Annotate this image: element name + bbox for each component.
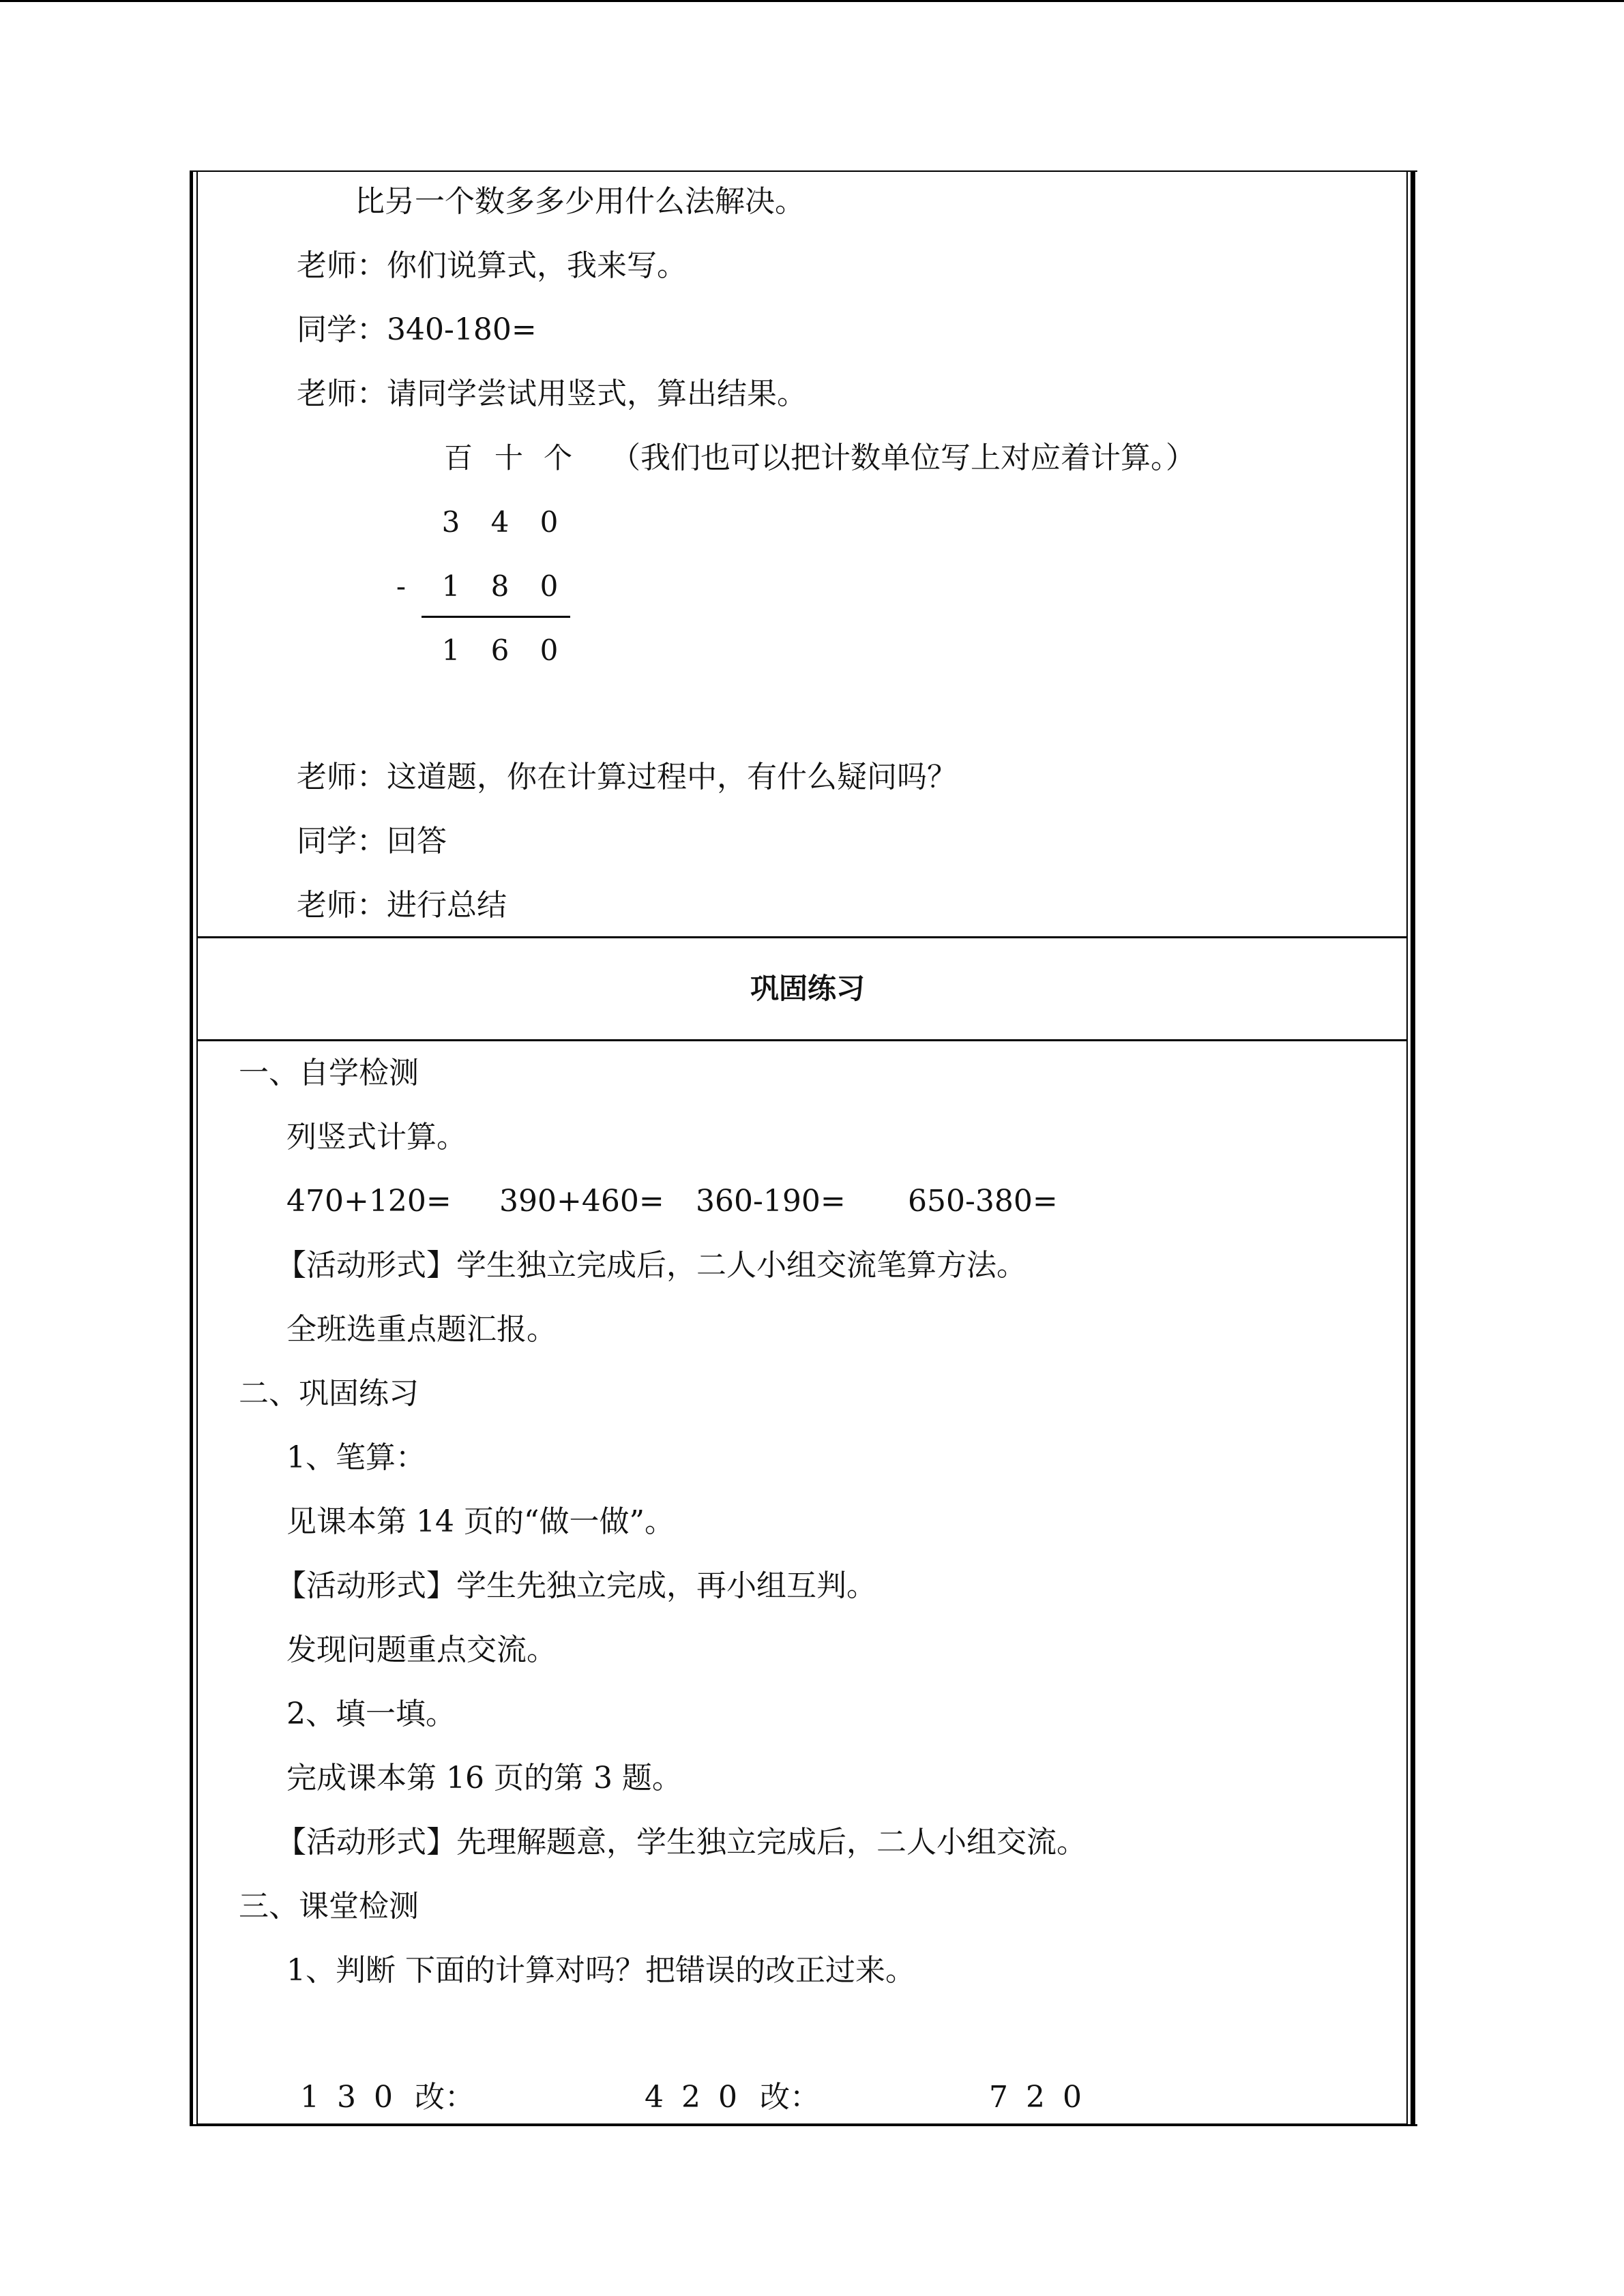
part1-title: 一、自学检测 bbox=[239, 1056, 419, 1090]
table-right-border-inner bbox=[1406, 170, 1408, 2126]
place-unit-ones: 个 bbox=[544, 441, 573, 475]
subtraction-rule bbox=[422, 616, 570, 618]
page-top-rule bbox=[0, 0, 1624, 2]
subtrahend-tens: 8 bbox=[490, 569, 510, 603]
check-problem-1-number: 1 3 0 bbox=[300, 2080, 397, 2115]
place-unit-tens: 十 bbox=[494, 441, 524, 475]
part2-title: 二、巩固练习 bbox=[239, 1376, 419, 1411]
part2-item2: 2、填一填。 bbox=[286, 1697, 456, 1731]
teacher-line-4: 老师：进行总结 bbox=[297, 888, 507, 923]
section-divider-top bbox=[198, 936, 1408, 938]
table-left-border-outer bbox=[190, 170, 193, 2126]
part2-item2-activity: 【活动形式】先理解题意，学生独立完成后，二人小组交流。 bbox=[276, 1825, 1087, 1860]
minuend-ones: 0 bbox=[540, 505, 559, 539]
difference-tens: 6 bbox=[490, 633, 510, 667]
student-line-1: 同学：340-180= bbox=[297, 312, 537, 347]
minus-sign: - bbox=[396, 569, 407, 603]
check-problem-2-fix-label: 改： bbox=[760, 2080, 820, 2115]
subtrahend-ones: 0 bbox=[540, 569, 559, 603]
section-divider-bottom bbox=[198, 1039, 1408, 1041]
minuend-hundreds: 3 bbox=[441, 505, 460, 539]
difference-hundreds: 1 bbox=[441, 633, 460, 667]
check-problem-2-number: 4 2 0 bbox=[645, 2080, 741, 2115]
part1-instruction: 列竖式计算。 bbox=[286, 1120, 467, 1154]
check-problem-3-number: 7 2 0 bbox=[989, 2080, 1086, 2115]
part2-item1-followup: 发现问题重点交流。 bbox=[286, 1632, 557, 1667]
part1-activity: 【活动形式】学生独立完成后，二人小组交流笔算方法。 bbox=[276, 1248, 1027, 1283]
teacher-line-1: 老师：你们说算式，我来写。 bbox=[297, 248, 687, 283]
section-title: 巩固练习 bbox=[750, 972, 866, 1005]
part1-problem-1: 470+120= bbox=[286, 1184, 452, 1219]
part3-title: 三、课堂检测 bbox=[239, 1889, 419, 1924]
part1-problem-3: 360-190= bbox=[696, 1184, 846, 1219]
part1-problem-2: 390+460= bbox=[499, 1184, 664, 1219]
table-bottom-rule bbox=[198, 2123, 1408, 2126]
subtrahend-hundreds: 1 bbox=[441, 569, 460, 603]
table-left-border-inner bbox=[196, 170, 198, 2126]
place-unit-hundreds: 百 bbox=[444, 441, 473, 475]
part2-item1-activity: 【活动形式】学生先独立完成，再小组互判。 bbox=[276, 1568, 876, 1603]
place-unit-note: （我们也可以把计数单位写上对应着计算。） bbox=[610, 441, 1196, 475]
part2-item1-ref: 见课本第 14 页的“做一做”。 bbox=[286, 1504, 675, 1539]
difference-ones: 0 bbox=[540, 633, 559, 667]
part1-report: 全班选重点题汇报。 bbox=[286, 1312, 557, 1347]
part3-item1: 1、判断 下面的计算对吗？把错误的改正过来。 bbox=[286, 1953, 915, 1988]
part2-item1: 1、笔算： bbox=[286, 1440, 426, 1475]
teacher-line-3: 老师：这道题，你在计算过程中，有什么疑问吗？ bbox=[297, 760, 957, 794]
check-problem-1-fix-label: 改： bbox=[415, 2080, 475, 2115]
table-right-border-outer bbox=[1411, 170, 1415, 2126]
minuend-tens: 4 bbox=[490, 505, 510, 539]
part1-problem-4: 650-380= bbox=[908, 1184, 1058, 1219]
teacher-line-2: 老师：请同学尝试用竖式，算出结果。 bbox=[297, 376, 807, 411]
part2-item2-ref: 完成课本第 16 页的第 3 题。 bbox=[286, 1761, 682, 1795]
method-question-line: 比另一个数多多少用什么法解决。 bbox=[355, 184, 805, 219]
student-line-2: 同学：回答 bbox=[297, 824, 447, 859]
